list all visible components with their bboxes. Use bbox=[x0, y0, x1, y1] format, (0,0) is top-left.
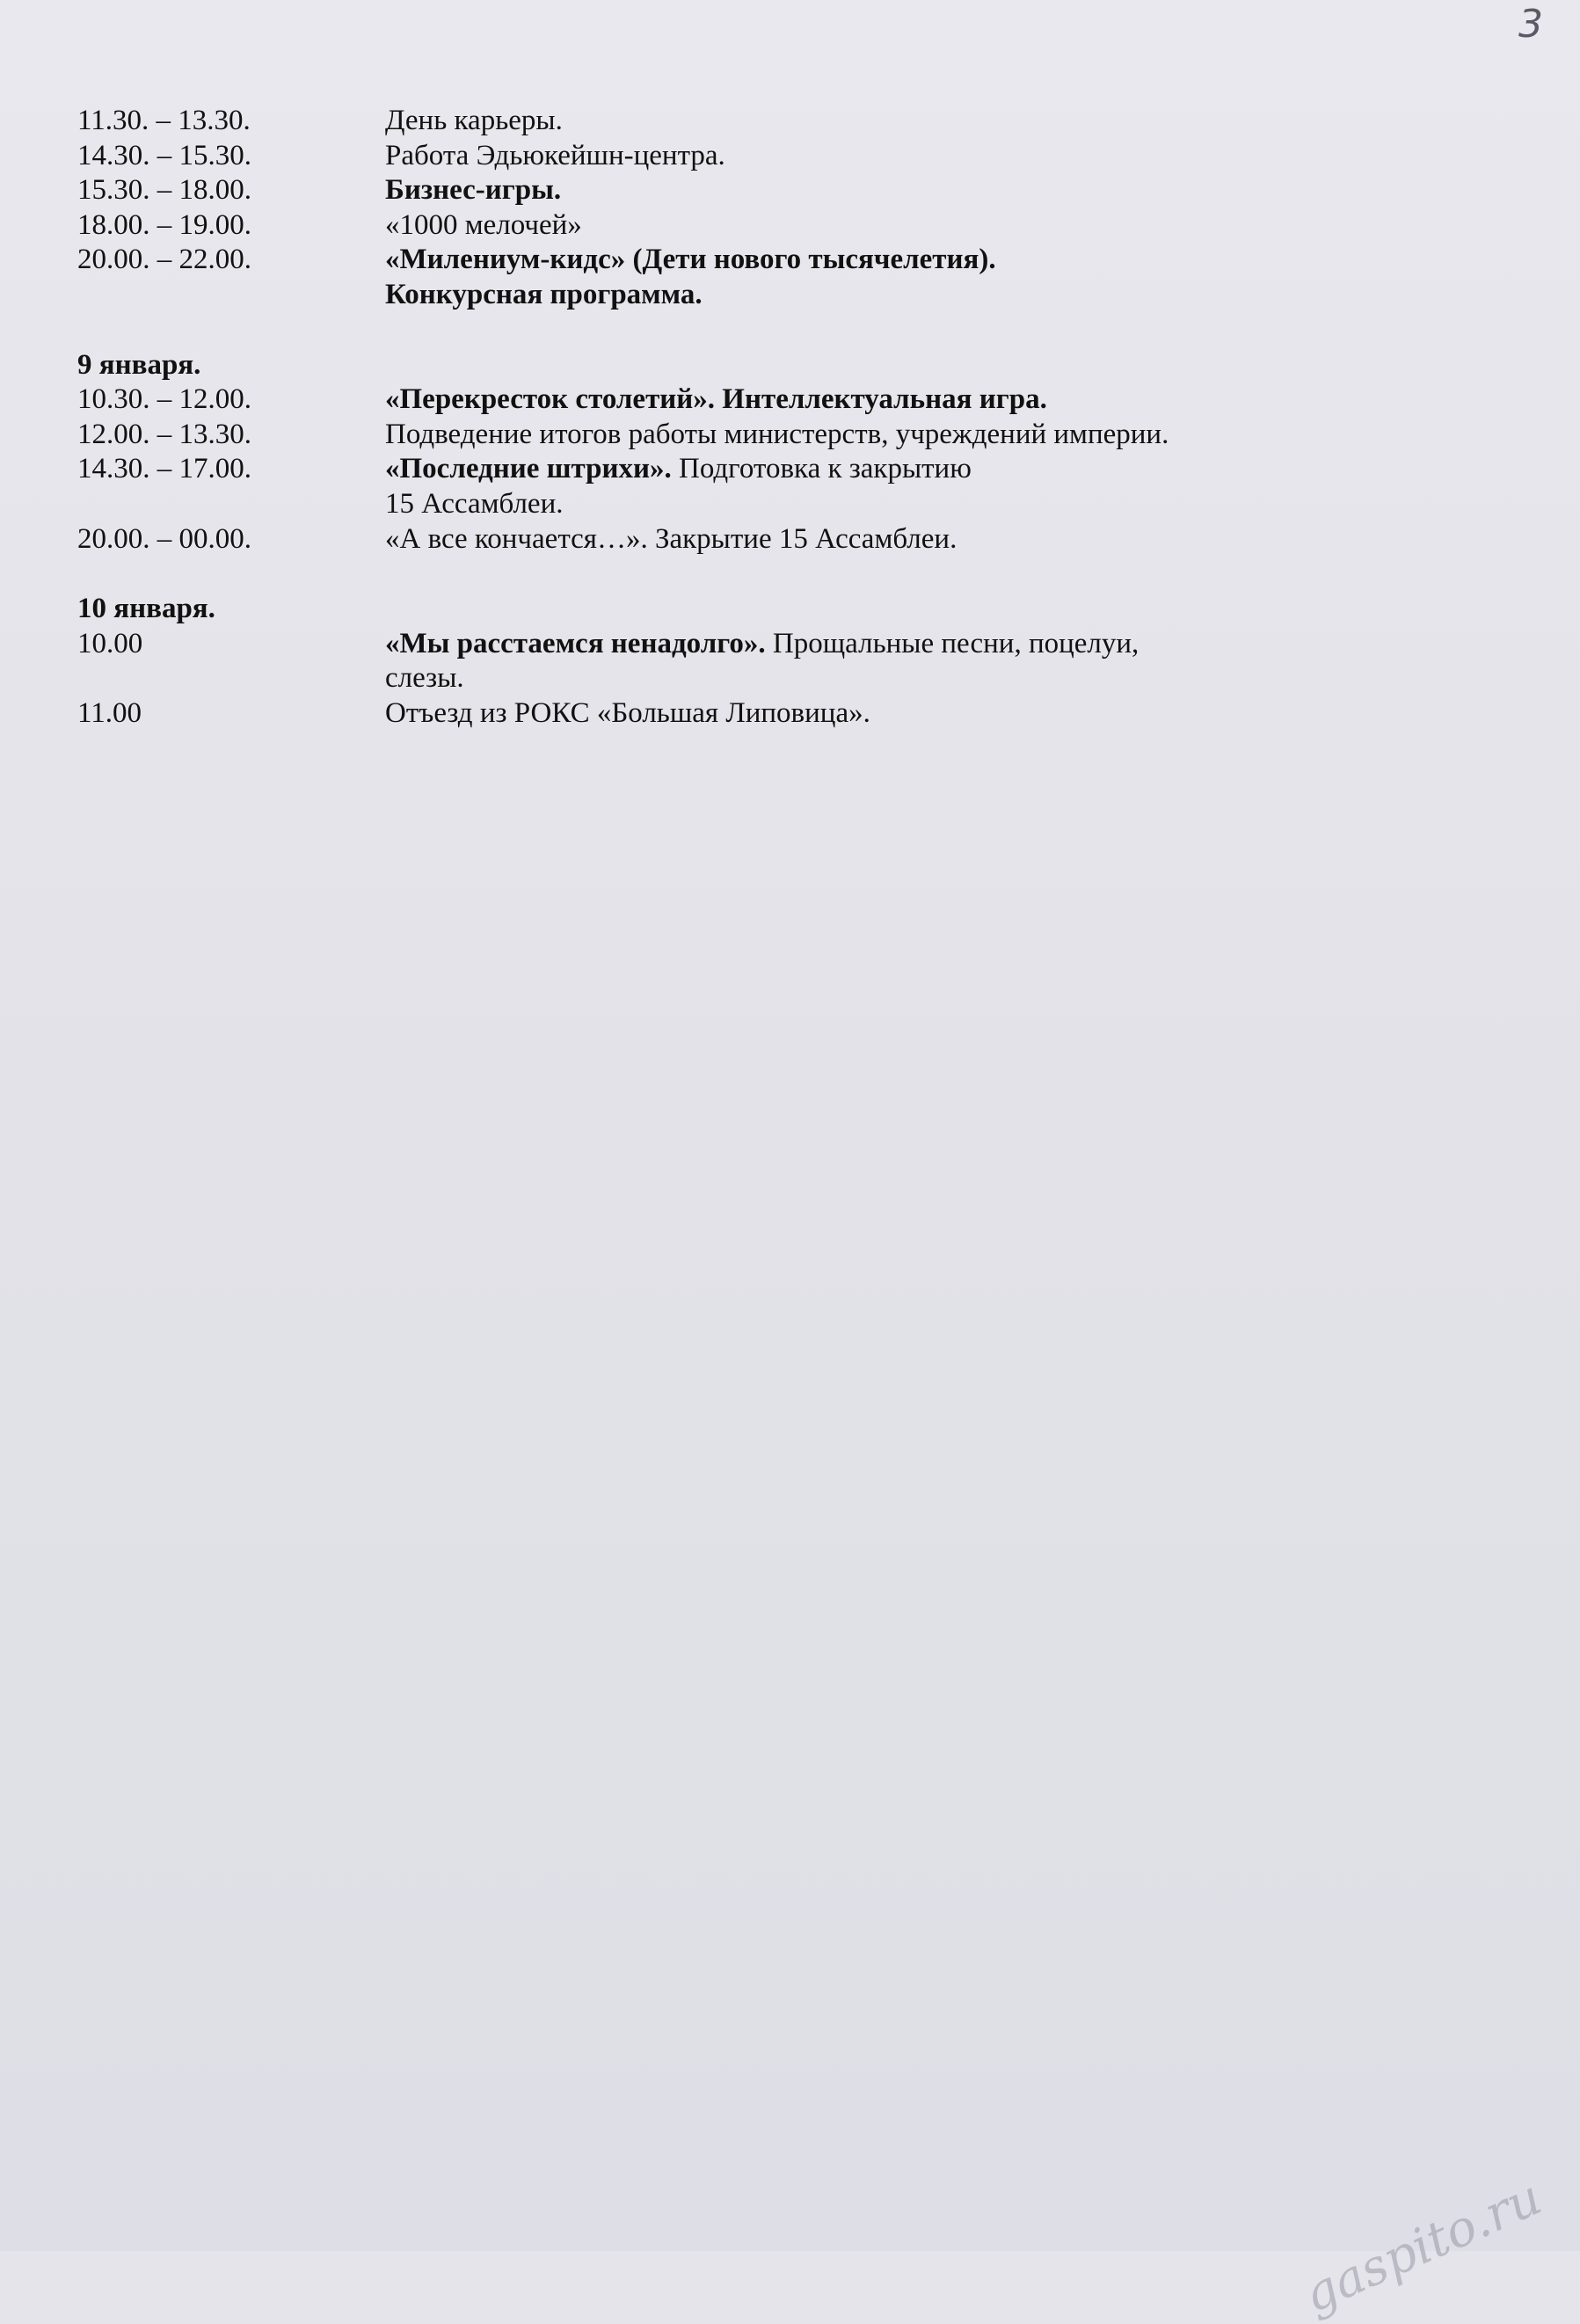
schedule-block-day1 bbox=[77, 104, 1467, 313]
time-range: 11.30. – 13.30. bbox=[77, 105, 251, 136]
date-heading-jan9: 9 января. bbox=[77, 348, 201, 381]
time-range: 10.00 bbox=[77, 627, 143, 659]
schedule-row bbox=[77, 452, 1467, 521]
schedule-row bbox=[77, 418, 1467, 453]
time-range: 14.30. – 15.30. bbox=[77, 139, 251, 171]
page-number: 3 bbox=[1518, 2, 1543, 47]
schedule-row bbox=[77, 696, 1467, 732]
watermark: gaspito.ru bbox=[1295, 2168, 1550, 2324]
event-title: Работа Эдьюкейшн-центра. bbox=[385, 139, 725, 171]
time-range: 20.00. – 22.00. bbox=[77, 244, 251, 276]
schedule-row bbox=[77, 208, 1467, 244]
event-title: Отъезд из РОКС «Большая Липовица». bbox=[385, 696, 870, 729]
event-title-rest: Подготовка к закрытию bbox=[671, 453, 972, 485]
time-range: 18.00. – 19.00. bbox=[77, 208, 251, 241]
event-title: Бизнес-игры. bbox=[385, 174, 562, 207]
schedule-row bbox=[77, 104, 1467, 139]
event-title: День карьеры. bbox=[385, 105, 563, 136]
time-range: 14.30. – 17.00. bbox=[77, 453, 251, 485]
event-title-rest: Прощальные песни, поцелуи, bbox=[765, 627, 1139, 659]
event-title: Подведение итогов работы министерств, учреждений империи. bbox=[385, 418, 1169, 450]
event-title-continuation: 15 Ассамблеи. bbox=[385, 487, 564, 520]
event-title bbox=[385, 452, 1467, 521]
schedule bbox=[77, 104, 1467, 732]
event-title-bold: «Мы расстаемся ненадолго». bbox=[385, 627, 766, 659]
schedule-row bbox=[77, 382, 1467, 418]
schedule-row bbox=[77, 173, 1467, 208]
time-range: 20.00. – 00.00. bbox=[77, 522, 251, 555]
event-title: «Милениум-кидс» (Дети нового тысячелетия). bbox=[385, 244, 996, 276]
event-title-continuation: слезы. bbox=[385, 662, 464, 695]
schedule-row bbox=[77, 627, 1467, 696]
event-title bbox=[385, 627, 1467, 696]
event-title-bold: «Последние штрихи». bbox=[385, 453, 672, 485]
schedule-row bbox=[77, 278, 1467, 313]
time-range: 10.30. – 12.00. bbox=[77, 383, 251, 416]
time-range: 15.30. – 18.00. bbox=[77, 174, 251, 207]
schedule-row bbox=[77, 139, 1467, 174]
schedule-row bbox=[77, 522, 1467, 557]
event-title: «А все кончается…». Закрытие 15 Ассамблеи. bbox=[385, 522, 957, 555]
event-title: «Перекресток столетий». Интеллектуальная игра. bbox=[385, 383, 1047, 416]
time-range: 11.00 bbox=[77, 696, 142, 729]
event-title: «1000 мелочей» bbox=[385, 208, 582, 241]
date-heading-jan10: 10 января. bbox=[77, 593, 215, 625]
schedule-row bbox=[77, 243, 1467, 278]
event-title: Конкурсная программа. bbox=[385, 278, 703, 310]
time-range: 12.00. – 13.30. bbox=[77, 418, 251, 450]
